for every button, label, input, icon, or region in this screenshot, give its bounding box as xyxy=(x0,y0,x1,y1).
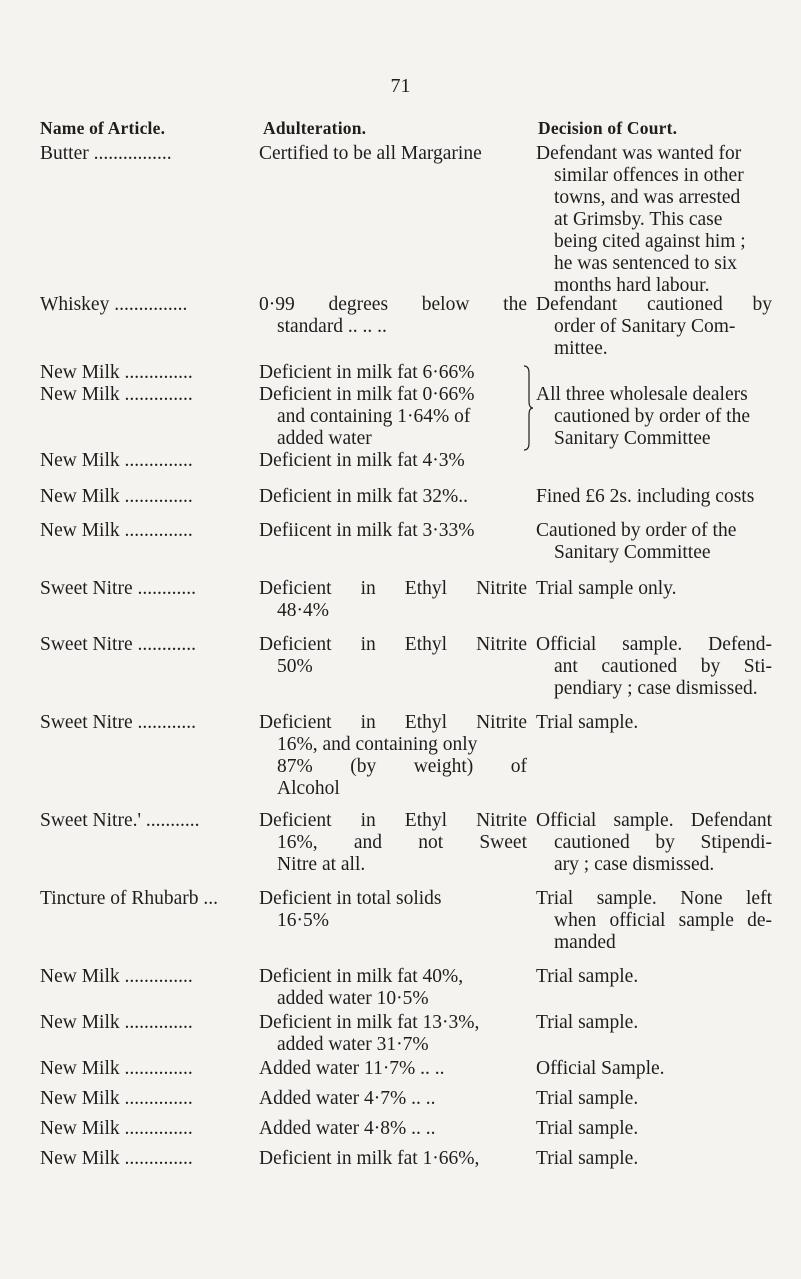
article-name: Whiskey ............... xyxy=(40,294,188,315)
decision-text: Fined £6 2s. including costs xyxy=(536,486,755,507)
article-name: New Milk .............. xyxy=(40,520,193,541)
decision-text: Defendant cautioned by order of Sanitary Com- mittee. xyxy=(536,294,772,359)
article-name: Sweet Nitre.' ........... xyxy=(40,810,200,831)
header-adulteration: Adulteration. xyxy=(263,118,367,138)
decision-text: Trial sample. None left when official sample de- manded xyxy=(536,888,772,953)
adulteration-text: Deficient in Ethyl Nitrite 48·4% xyxy=(259,578,527,621)
adulteration-text: Deficient in milk fat 0·66% and containing 1·64% of added water xyxy=(259,384,475,449)
adulteration-text: Deficient in total solids 16·5% xyxy=(259,888,442,931)
decision-text: Official Sample. xyxy=(536,1058,665,1079)
adulteration-text: Deficient in milk fat 1·66%, xyxy=(259,1148,480,1169)
article-name: New Milk .............. xyxy=(40,384,193,405)
article-name: New Milk .............. xyxy=(40,1012,193,1033)
article-name: New Milk .............. xyxy=(40,1058,193,1079)
article-name: New Milk .............. xyxy=(40,1088,193,1109)
adulteration-text: Deficient in Ethyl Nitrite 50% xyxy=(259,634,527,677)
decision-text: Defendant was wanted for similar offences in other towns, and was arrested at Grimsby. This case being cited against him ; he was sentenced to six months hard labour. xyxy=(536,143,746,296)
adulteration-text: Added water 4·7% .. .. xyxy=(259,1088,436,1109)
article-name: Sweet Nitre ............ xyxy=(40,578,196,599)
decision-text: Trial sample. xyxy=(536,1118,639,1139)
article-name: New Milk .............. xyxy=(40,450,193,471)
decision-text: Official sample. Defendant cautioned by Stipendi- ary ; case dismissed. xyxy=(536,810,772,875)
article-name: New Milk .............. xyxy=(40,966,193,987)
adulteration-text: Deficient in milk fat 32%.. xyxy=(259,486,469,507)
decision-text: Trial sample. xyxy=(536,966,639,987)
article-name: Butter ................ xyxy=(40,143,172,164)
decision-text: Official sample. Defend- ant cautioned by Sti- pendiary ; case dismissed. xyxy=(536,634,772,699)
adulteration-text: Certified to be all Margarine xyxy=(259,143,482,164)
header-decision: Decision of Court. xyxy=(538,118,678,138)
adulteration-text: Deficient in milk fat 40%, added water 10·5% xyxy=(259,966,464,1009)
adulteration-text: 0·99 degrees below the standard .. .. .. xyxy=(259,294,527,337)
decision-text: Trial sample only. xyxy=(536,578,677,599)
article-name: Sweet Nitre ............ xyxy=(40,712,196,733)
article-name: New Milk .............. xyxy=(40,1148,193,1169)
article-name: New Milk .............. xyxy=(40,486,193,507)
article-name: Tincture of Rhubarb ... xyxy=(40,888,219,909)
decision-text: Trial sample. xyxy=(536,712,639,733)
adulteration-text: Added water 11·7% .. .. xyxy=(259,1058,445,1079)
decision-text: Trial sample. xyxy=(536,1012,639,1033)
header-article: Name of Article. xyxy=(40,118,166,138)
adulteration-text: Deficient in milk fat 13·3%, added water 31·7% xyxy=(259,1012,480,1055)
article-name: Sweet Nitre ............ xyxy=(40,634,196,655)
adulteration-text: Deficient in milk fat 6·66% xyxy=(259,362,475,383)
article-name: New Milk .............. xyxy=(40,362,193,383)
page-number: 71 xyxy=(390,75,411,97)
adulteration-text: Deficient in Ethyl Nitrite 16%, and not Sweet Nitre at all. xyxy=(259,810,527,875)
adulteration-text: Added water 4·8% .. .. xyxy=(259,1118,436,1139)
decision-text: All three wholesale dealers cautioned by order of the Sanitary Committee xyxy=(536,384,751,449)
adulteration-text: Defiicent in milk fat 3·33% xyxy=(259,520,475,541)
decision-text: Cautioned by order of the Sanitary Committee xyxy=(536,520,737,563)
right-brace-icon xyxy=(523,365,533,451)
adulteration-text: Deficient in milk fat 4·3% xyxy=(259,450,465,471)
adulteration-text: Deficient in Ethyl Nitrite 16%, and containing only 87% (by weight) of Alcohol xyxy=(259,712,527,799)
decision-text: Trial sample. xyxy=(536,1088,639,1109)
decision-text: Trial sample. xyxy=(536,1148,639,1169)
article-name: New Milk .............. xyxy=(40,1118,193,1139)
